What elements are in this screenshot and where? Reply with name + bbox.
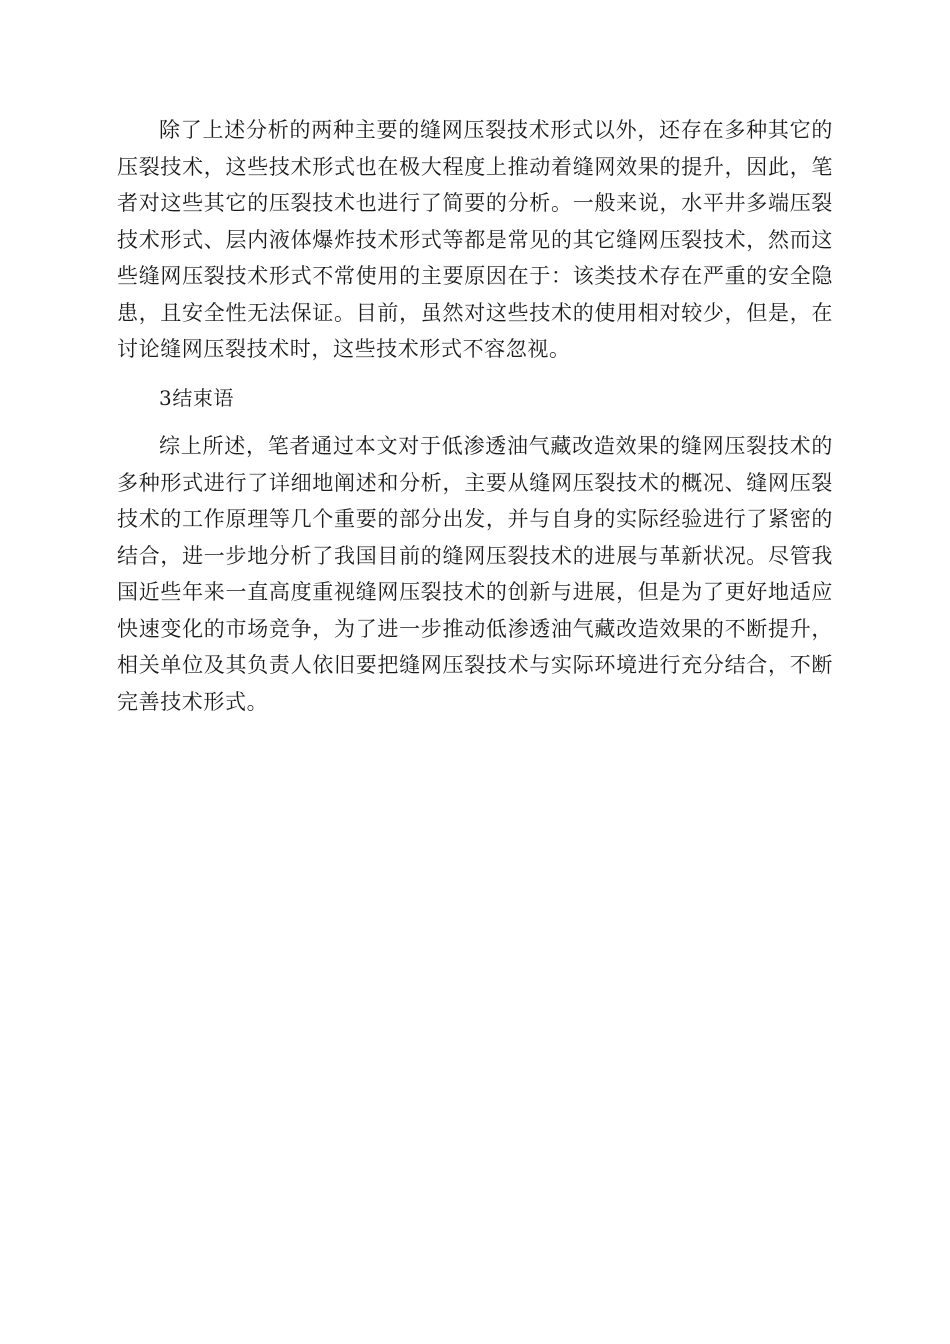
paragraph-other-fracturing-techniques: 除了上述分析的两种主要的缝网压裂技术形式以外，还存在多种其它的压裂技术，这些技术形式也在极大程度上推动着缝网效果的提升，因此，笔者对这些其它的压裂技术也进行了简要的分析。一般来说，水平井多端压裂技术形式、层内液体爆炸技术形式等都是常见的其它缝网压裂技术，然而这些缝网压裂技术形式不常使用的主要原因在于：该类技术存在严重的安全隐患，且安全性无法保证。目前，虽然对这些技术的使用相对较少，但是，在讨论缝网压裂技术时，这些技术形式不容忽视。 (117, 118, 833, 361)
section-heading-conclusion: 3结束语 (159, 385, 235, 410)
paragraph-conclusion: 综上所述，笔者通过本文对于低渗透油气藏改造效果的缝网压裂技术的多种形式进行了详细地阐述和分析，主要从缝网压裂技术的概况、缝网压裂技术的工作原理等几个重要的部分出发，并与自身的实际经验进行了紧密的结合，进一步地分析了我国目前的缝网压裂技术的进展与革新状况。尽管我国近些年来一直高度重视缝网压裂技术的创新与进展，但是为了更好地适应快速变化的市场竞争，为了进一步推动低渗透油气藏改造效果的不断提升，相关单位及其负责人依旧要把缝网压裂技术与实际环境进行充分结合，不断完善技术形式。 (117, 434, 833, 714)
document-body (117, 112, 833, 720)
